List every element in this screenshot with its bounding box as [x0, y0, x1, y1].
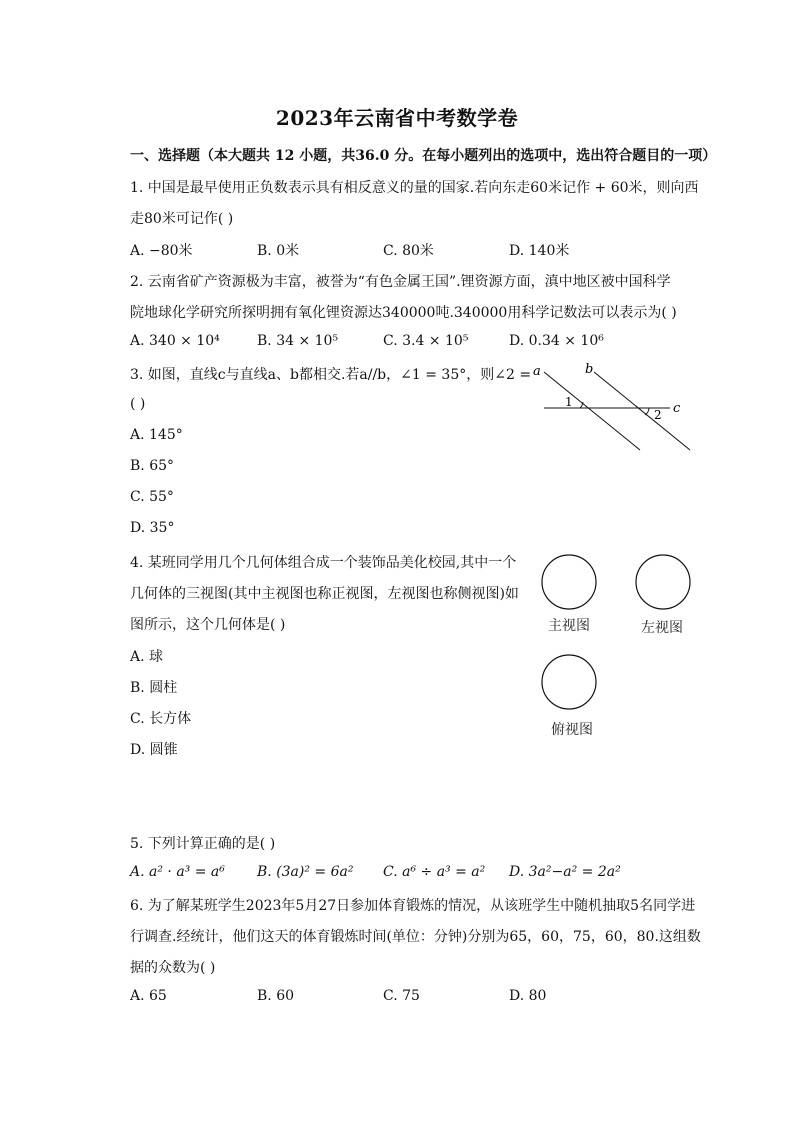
line-a: [544, 372, 640, 450]
q6-option-b[interactable]: B. 60: [257, 988, 295, 1004]
q5-option-d[interactable]: D. 3a²−a² = 2a²: [509, 864, 621, 880]
q1-stem-line1: 1. 中国是最早使用正负数表示具有相反意义的量的国家.若向东走60米记作 + 60米，则向西: [130, 180, 699, 196]
q2-option-b[interactable]: B. 34 × 10⁵: [257, 333, 339, 349]
q4-stem-line1: 4. 某班同学用几个几何体组合成一个装饰品美化校园,其中一个: [130, 555, 517, 571]
q6-stem-line2: 行调查.经统计，他们这天的体育锻炼时间(单位：分钟)分别为65，60，75，60，80.这组数: [130, 929, 701, 945]
q5-option-c[interactable]: C. a⁶ ÷ a³ = a²: [383, 864, 486, 880]
q3-figure-parallel-lines: [530, 360, 700, 455]
q1-stem-line2: 走80米可记作( ): [130, 211, 234, 227]
left-view-label: 左视图: [641, 620, 683, 636]
label-angle-1: 1: [565, 395, 573, 409]
q6-option-c[interactable]: C. 75: [383, 988, 420, 1004]
label-angle-2: 2: [654, 408, 662, 422]
q4-stem-line2: 几何体的三视图(其中主视图也称正视图，左视图也称侧视图)如: [130, 586, 519, 602]
q1-option-a[interactable]: A. −80米: [130, 243, 193, 259]
top-view-circle: [542, 655, 596, 709]
left-view-circle: [636, 555, 690, 609]
q3-option-c[interactable]: C. 55°: [130, 489, 174, 505]
q1-option-b[interactable]: B. 0米: [257, 243, 300, 259]
angle-2-arc: [645, 408, 649, 415]
q5-stem-line1: 5. 下列计算正确的是( ): [130, 836, 276, 852]
q3-option-a[interactable]: A. 145°: [130, 427, 183, 443]
q4-option-a[interactable]: A. 球: [130, 649, 164, 665]
q6-stem-line1: 6. 为了解某班学生2023年5月27日参加体育锻炼的情况，从该班学生中随机抽取5名同学进: [130, 898, 696, 914]
q2-option-a[interactable]: A. 340 × 10⁴: [130, 333, 220, 349]
label-a: a: [533, 364, 541, 379]
q6-stem-line3: 据的众数为( ): [130, 960, 216, 976]
q2-option-c[interactable]: C. 3.4 × 10⁵: [383, 333, 469, 349]
exam-title: 2023年云南省中考数学卷: [275, 106, 519, 130]
q4-option-b[interactable]: B. 圆柱: [130, 680, 178, 696]
q3-option-b[interactable]: B. 65°: [130, 458, 175, 474]
label-b: b: [585, 362, 594, 377]
q6-option-a[interactable]: A. 65: [130, 988, 167, 1004]
q2-option-d[interactable]: D. 0.34 × 10⁶: [509, 333, 604, 349]
q1-option-d[interactable]: D. 140米: [509, 243, 570, 259]
q2-stem-line2: 院地球化学研究所探明拥有氧化锂资源达340000吨.340000用科学记数法可以表示为( ): [130, 305, 677, 321]
q5-option-b[interactable]: B. (3a)² = 6a²: [257, 864, 354, 880]
q4-option-c[interactable]: C. 长方体: [130, 711, 192, 727]
label-c: c: [673, 401, 681, 416]
q5-option-a[interactable]: A. a² · a³ = a⁶: [130, 864, 225, 880]
q4-stem-line3: 图所示，这个几何体是( ): [130, 617, 286, 633]
q3-stem-line1: 3. 如图，直线c与直线a、b都相交.若a//b，∠1 = 35°，则∠2 =: [130, 367, 532, 383]
top-view-label: 俯视图: [551, 722, 593, 738]
q4-option-d[interactable]: D. 圆锥: [130, 742, 178, 758]
q2-stem-line1: 2. 云南省矿产资源极为丰富，被誉为“有色金属王国”.锂资源方面，滇中地区被中国科学: [130, 274, 671, 290]
q3-option-d[interactable]: D. 35°: [130, 520, 175, 536]
front-view-label: 主视图: [548, 618, 590, 634]
section-heading: 一、选择题（本大题共 12 小题，共36.0 分。在每小题列出的选项中，选出符合题目的一项）: [130, 148, 717, 164]
q3-stem-line2: ( ): [130, 396, 146, 412]
q1-option-c[interactable]: C. 80米: [383, 243, 434, 259]
front-view-circle: [542, 555, 596, 609]
q6-option-d[interactable]: D. 80: [509, 988, 547, 1004]
